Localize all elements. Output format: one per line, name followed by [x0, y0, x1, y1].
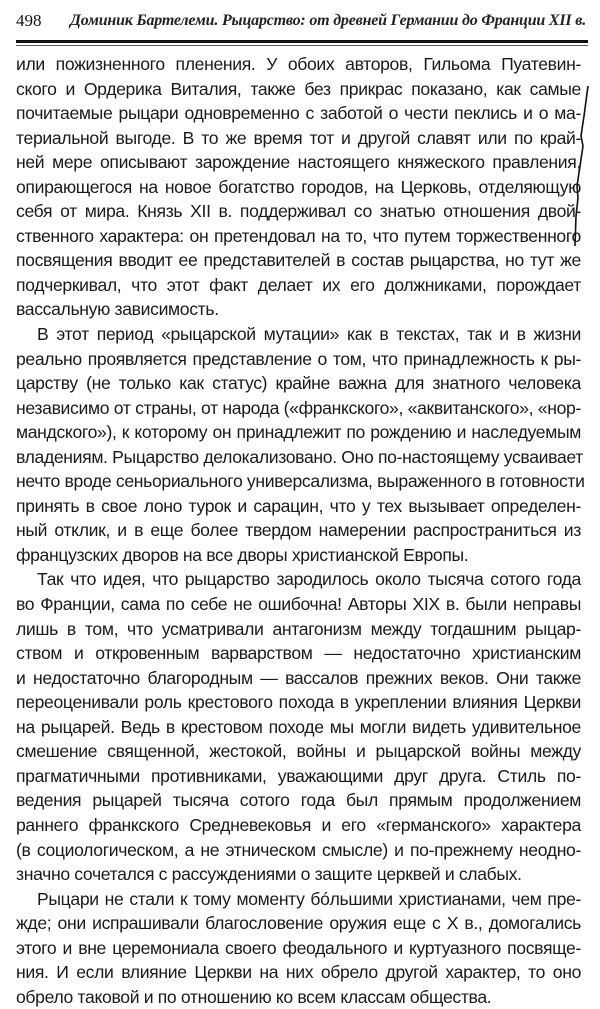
text-line: опирающегося на новое богатство городов, на Церковь, отделяющую [16, 176, 581, 197]
text-line: лишь в том, что усматривали антагонизм между тогдашним рыцар- [16, 618, 581, 639]
text-line: подчеркивал, что этот факт делает их его должниками, порождает [16, 274, 581, 295]
text-line: царству (не только как статус) крайне важна для знатного человека [16, 373, 581, 394]
text-line: ственного характера: он претендовал на то, что путем торжественного [16, 225, 581, 246]
text-line: владениям. Рыцарство делокализовано. Оно по-настоящему усваивает [16, 446, 583, 467]
text-line: ством и откровенным варварством — недостаточно христианским [16, 643, 581, 664]
page-header [16, 6, 584, 38]
paragraph-3 [16, 567, 581, 886]
text-line: на рыцарей. Ведь в крестовом походе мы могли видеть удивительное [16, 716, 581, 737]
text-line: вассальную зависимость. [16, 299, 219, 320]
text-line: ского и Ордерика Виталия, также без прикрас показано, как самые [16, 78, 581, 99]
text-line: ведения рыцарей тысяча сотого года был прямым продолжением [16, 790, 581, 811]
paragraph-2 [16, 322, 585, 567]
text-line: значно сочетался с рассуждениями о защите церквей и слабых. [16, 864, 522, 885]
text-line: териальной выгоде. В то же время тот и другой славят или по край- [16, 127, 581, 148]
text-line: реально проявляется представление о том, что принадлежность к ры- [16, 348, 581, 369]
text-line: переоценивали роль крестового похода в укреплении влияния Церкви [16, 692, 581, 713]
text-line: прагматичными противниками, уважающими друг друга. Стиль по- [16, 765, 581, 786]
text-line: жде; они испрашивали благословение оружия еще с X в., домогались [16, 913, 581, 934]
text-line: обрело таковой и по отношению ко всем классам общества. [16, 986, 492, 1007]
text-line: раннего франкского Средневековья и его «германского» характера [16, 814, 581, 835]
book-page [16, 0, 586, 1007]
text-line: смешение священной, жестокой, войны и рыцарской войны между [16, 741, 581, 762]
text-line: нечто вроде сеньориального универсализма, выраженного в готовности [16, 471, 585, 492]
text-line: почитаемые рыцари одновременно с заботой о чести пеклись и о ма- [16, 103, 581, 124]
text-line: и недостаточно благородным — вассалов прежних веков. Они также [16, 667, 581, 688]
text-line: посвящения вводит ее представителей в состав рыцарства, но тут же [16, 250, 581, 271]
text-line: ный отклик, и в еще более твердом намерении распространиться из [16, 520, 581, 541]
text-line: французских дворов на все дворы христианской Европы. [16, 544, 469, 565]
header-rule-thick [16, 40, 588, 43]
text-line: ней мере описывают зарождение настоящего княжеского правления, [16, 152, 581, 173]
body-text [16, 52, 585, 1009]
text-line: Рыцари не стали к тому моменту бóльшими христианами, чем пре- [37, 888, 581, 909]
text-line: себя от мира. Князь XII в. поддерживал со знатью отношения двой- [16, 201, 581, 222]
text-line: Так что идея, что рыцарство зародилось около тысяча сотого года [37, 569, 581, 590]
text-line: В этот период «рыцарской мутации» как в текстах, так и в жизни [37, 324, 581, 345]
text-line: во Франции, сама по себе не ошибочна! Авторы XIX в. были неправы [16, 594, 581, 615]
text-line: ния. И если влияние Церкви на них обрело другой характер, то оно [16, 962, 581, 983]
paragraph-4 [16, 887, 581, 1009]
text-line: мандского»), к которому он принадлежит по рождению и наследуемым [16, 422, 581, 443]
text-line: принять в свое лоно турок и сарацин, что у тех вызывает определен- [16, 495, 581, 516]
text-line: (в социологическом, а не этническом смысле) и по-прежнему неодно- [16, 839, 581, 860]
running-title: Доминик Бартелеми. Рыцарство: от древней Германии до Франции XII в. [70, 12, 586, 29]
margin-pen-mark [571, 86, 591, 246]
text-line: или пожизненного пленения. У обоих авторов, Гильома Пуатевин- [16, 54, 581, 74]
text-line: этого и вне церемониала своего феодального и куртуазного посвяще- [16, 937, 581, 958]
text-line: независимо от страны, от народа («франкского», «аквитанского», «нор- [16, 397, 581, 418]
page-number: 498 [16, 11, 42, 30]
paragraph-1 [16, 52, 581, 322]
header-rule-thin [16, 45, 588, 46]
